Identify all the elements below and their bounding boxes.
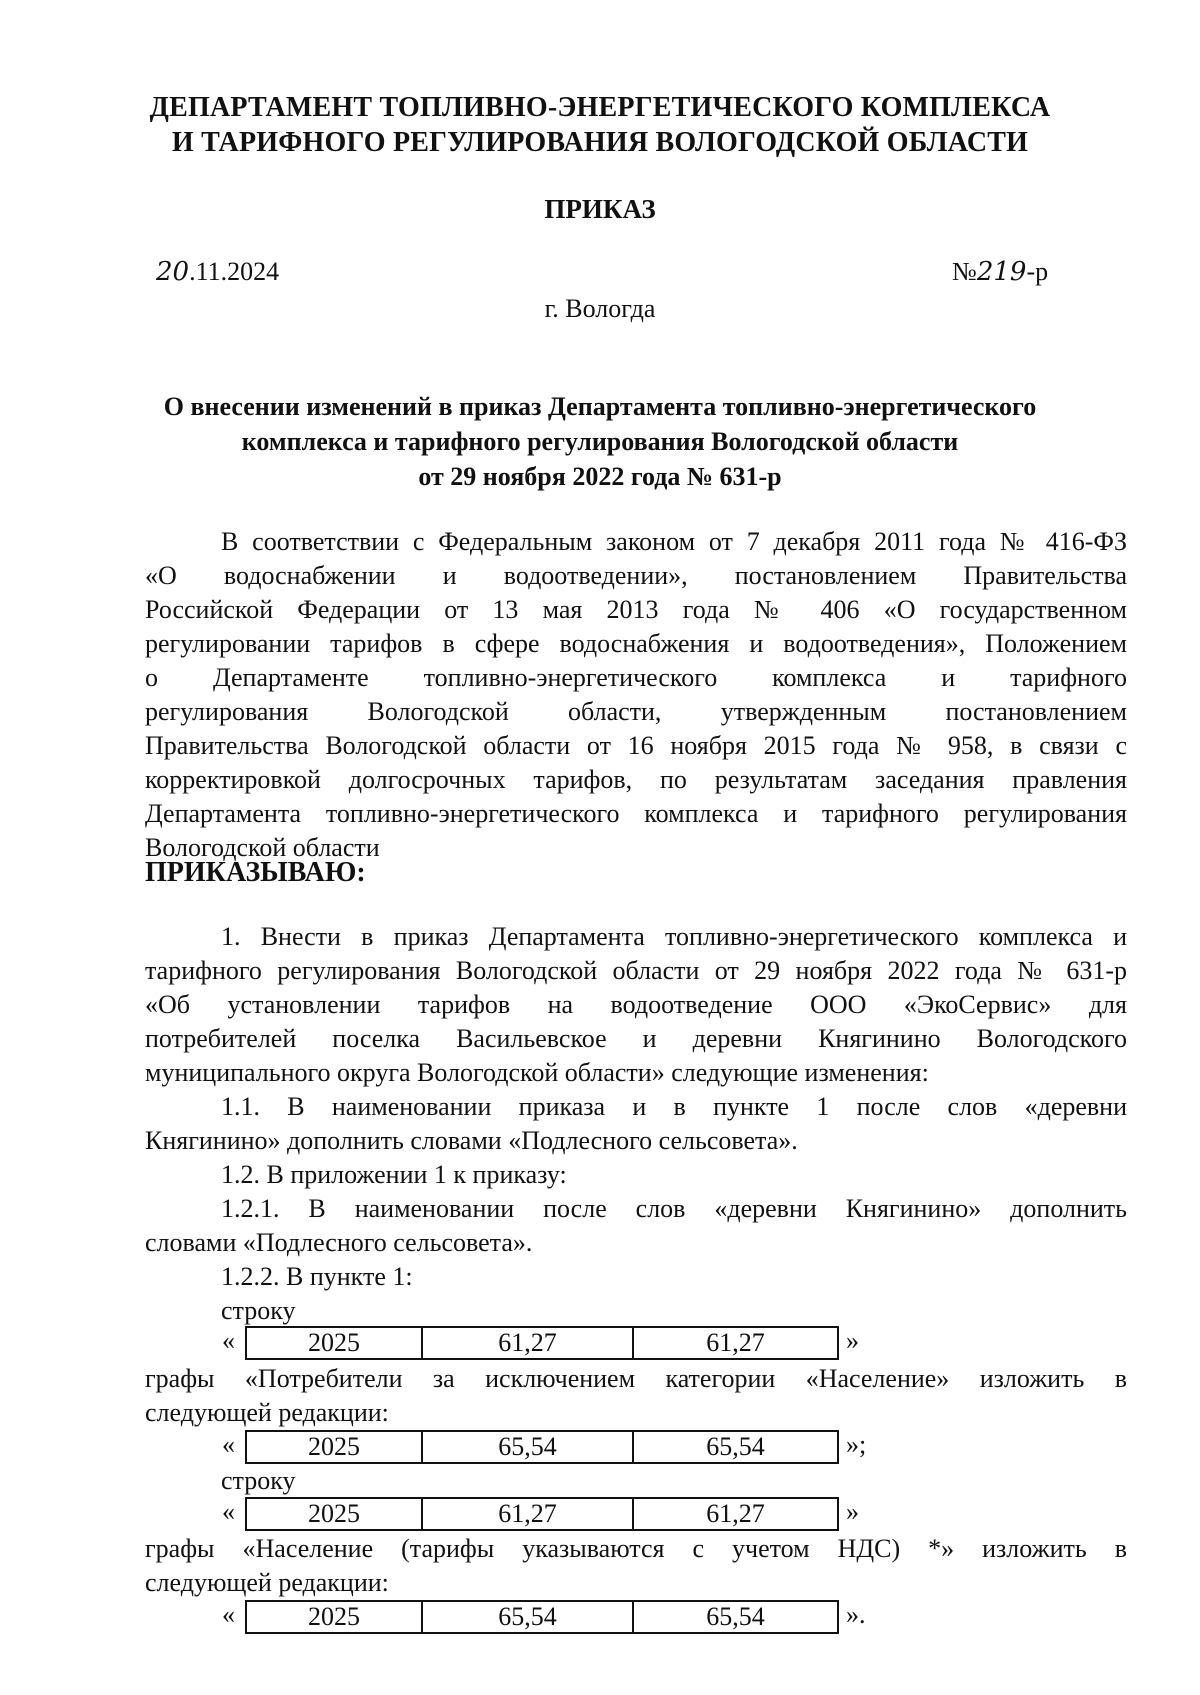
tariff-row-cells (245, 1326, 839, 1360)
column-a-line: графы «Потребители за исключением категории «Население» изложить в (145, 1364, 1127, 1393)
subject-line-2: комплекса и тарифного регулирования Вологодской области (241, 427, 959, 456)
open-quote: « (222, 1430, 235, 1459)
tariff-row-new-a (222, 1430, 942, 1464)
close-quote: » (846, 1497, 859, 1526)
subject-line-1: О внесении изменений в приказ Департамента топливно-энергетического (163, 392, 1037, 421)
tariff-cell: 65,54 (421, 1432, 632, 1462)
printed-date: .11.2024 (189, 257, 280, 286)
department-title-line-1: ДЕПАРТАМЕНТ ТОПЛИВНО-ЭНЕРГЕТИЧЕСКОГО КОМПЛЕКСА (149, 92, 1051, 123)
tariff-row-cells (245, 1430, 839, 1464)
order-number (952, 257, 1048, 287)
preamble-paragraph (145, 525, 1127, 865)
item-1-line: потребителей поселка Васильевское и деревни Княгинино Вологодского (145, 1024, 1127, 1053)
orders-heading: ПРИКАЗЫВАЮ: (145, 857, 366, 888)
number-suffix: -р (1026, 257, 1049, 286)
close-quote: »; (846, 1430, 867, 1459)
preamble-line: Вологодской области (145, 833, 380, 862)
preamble-line: о Департаменте топливно-энергетического комплекса и тарифного (145, 663, 1127, 692)
order-title: ПРИКАЗ (544, 194, 656, 224)
open-quote: « (222, 1600, 235, 1629)
item-1-1-paragraph (145, 1090, 1127, 1158)
tariff-cell: 65,54 (421, 1602, 632, 1632)
item-1-line: «Об установлении тарифов на водоотведение ООО «ЭкоСервис» для (145, 990, 1127, 1019)
year-cell: 2025 (308, 1499, 360, 1528)
tariff-cell: 61,27 (421, 1499, 632, 1529)
item-1-line: тарифного регулирования Вологодской области от 29 ноября 2022 года № 631-р (145, 956, 1127, 985)
year-cell: 2025 (308, 1432, 360, 1461)
row-word: строку (221, 1466, 296, 1495)
tariff-row-original-b (222, 1497, 942, 1531)
preamble-line: Департамента топливно-энергетического комплекса и тарифного регулирования (145, 799, 1127, 828)
tariff-cell: 61,27 (421, 1328, 632, 1358)
item-1-line: муниципального округа Вологодской области» следующие изменения: (145, 1058, 929, 1087)
handwritten-number: 219 (976, 257, 1027, 287)
tariff-cell: 61,27 (632, 1499, 837, 1529)
order-date (156, 257, 279, 287)
item-1-1-line: Княгинино» дополнить словами «Подлесного сельсовета». (145, 1126, 798, 1155)
close-quote: ». (846, 1600, 866, 1629)
tariff-cell: 65,54 (632, 1432, 837, 1462)
city-line: г. Вологда (544, 294, 656, 323)
column-a-paragraph (145, 1362, 1127, 1430)
open-quote: « (222, 1497, 235, 1526)
tariff-row-new-b (222, 1600, 942, 1634)
item-1-2: 1.2. В приложении 1 к приказу: (221, 1160, 567, 1189)
preamble-line: регулирования Вологодской области, утвержденным постановлением (145, 697, 1127, 726)
preamble-line: Российской Федерации от 13 мая 2013 года № 406 «О государственном (145, 595, 1127, 624)
year-cell: 2025 (308, 1328, 360, 1357)
column-b-paragraph (145, 1532, 1127, 1600)
tariff-cell: 65,54 (632, 1602, 837, 1632)
column-a-line: следующей редакции: (145, 1398, 389, 1427)
row-word: строку (221, 1296, 296, 1325)
open-quote: « (222, 1326, 235, 1355)
tariff-row-cells (245, 1600, 839, 1634)
item-1-paragraph (145, 920, 1127, 1090)
item-1-line: 1. Внести в приказ Департамента топливно-энергетического комплекса и (221, 922, 1127, 951)
tariff-cell: 61,27 (632, 1328, 837, 1358)
tariff-row-cells (245, 1497, 839, 1531)
preamble-line: В соответствии с Федеральным законом от 7 декабря 2011 года № 416-ФЗ (221, 527, 1127, 556)
subject-line-3: от 29 ноября 2022 года № 631-р (418, 462, 782, 491)
column-b-line: графы «Население (тарифы указываются с учетом НДС) *» изложить в (145, 1534, 1127, 1563)
preamble-line: корректировкой долгосрочных тарифов, по результатам заседания правления (145, 765, 1127, 794)
handwritten-day: 20 (156, 257, 190, 287)
tariff-row-original-a (222, 1326, 942, 1360)
item-1-2-1-line: 1.2.1. В наименовании после слов «деревни Княгинино» дополнить (221, 1194, 1127, 1223)
column-b-line: следующей редакции: (145, 1568, 389, 1597)
close-quote: » (846, 1326, 859, 1355)
preamble-line: регулировании тарифов в сфере водоснабжения и водоотведения», Положением (145, 629, 1127, 658)
year-cell: 2025 (308, 1602, 360, 1631)
preamble-line: «О водоснабжении и водоотведении», постановлением Правительства (145, 561, 1127, 590)
item-1-2-2: 1.2.2. В пункте 1: (221, 1262, 413, 1291)
preamble-line: Правительства Вологодской области от 16 ноября 2015 года № 958, в связи с (145, 731, 1127, 760)
item-1-2-1-line: словами «Подлесного сельсовета». (145, 1228, 533, 1257)
item-1-1-line: 1.1. В наименовании приказа и в пункте 1 после слов «деревни (221, 1092, 1127, 1121)
department-title-line-2: И ТАРИФНОГО РЕГУЛИРОВАНИЯ ВОЛОГОДСКОЙ ОБЛАСТИ (171, 127, 1029, 158)
number-prefix: № (952, 257, 977, 286)
item-1-2-1-paragraph (145, 1192, 1127, 1260)
